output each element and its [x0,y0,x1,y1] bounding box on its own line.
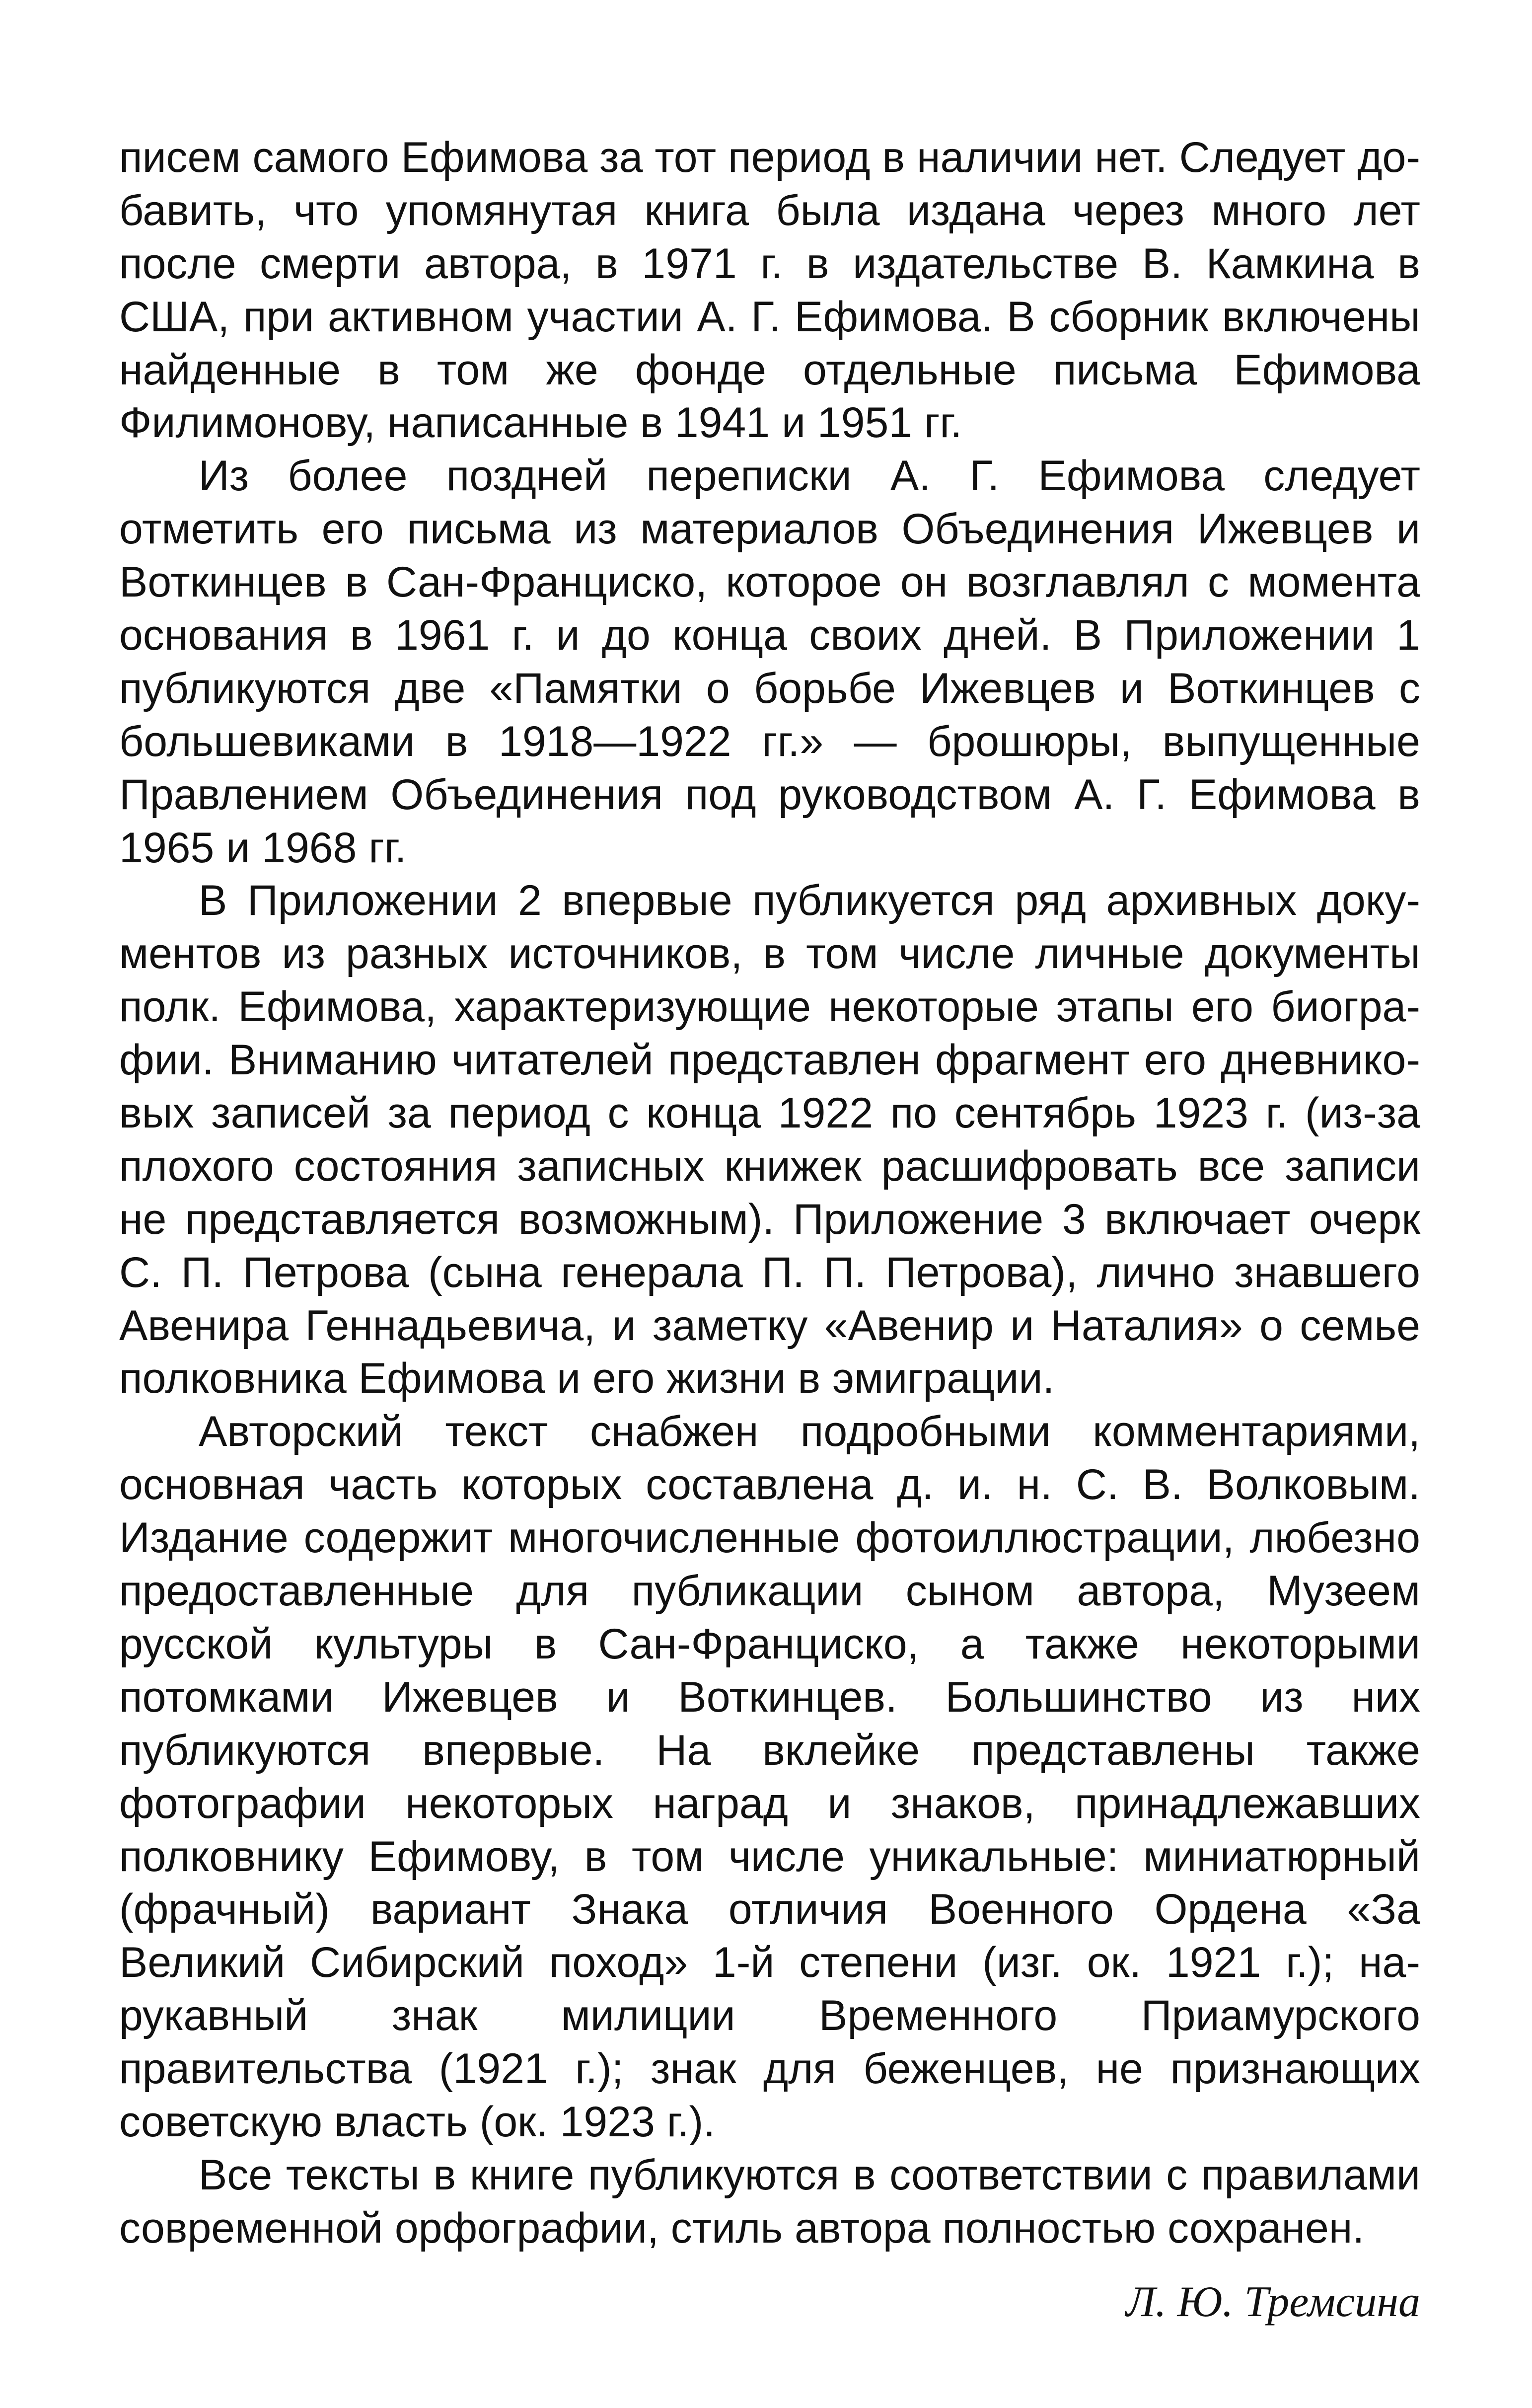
author-signature: Л. Ю. Тремсина [1126,2277,1420,2326]
paragraph-continuation: писем самого Ефимова за тот период в наличии нет. Следует добавить, что упомянутая книга была издана через много лет после смерти автора, в 1971 г. в издательстве В. Камкина в США, при активном участии А. Г. Ефимова. В сборник включены найденные в том же фонде отдельные письма Ефимова Филимонову, написанные в 1941 и 1951 гг. [119,134,1420,447]
paragraph-comments-illustrations: Авторский текст снабжен подробными комментариями, основная часть которых составлена д. и. н. С. В. Волковым. Издание содержит многочисленные фотоиллюстрации, любезно предоставленные для публикации сыном автора, Музеем русской культуры в Сан-Франциско, а также некоторыми потомками Ижевцев и Воткинцев. Большинство из них публикуются впервые. На вклейке представлены также фотографии некоторых наград и знаков, принадлежавших полковнику Ефимову, в том числе уникальные: миниатюрный (фрачный) вариант Знака отличия Военного Ордена «За Великий Сибирский поход» 1-й степени (изг. ок. 1921 г.); нарукавный знак милиции Временного Приамурского правительства (1921 г.); знак для беженцев, не признающих советскую власть (ок. 1923 г.). [119,1408,1420,2146]
paragraph-orthography-note: Все тексты в книге публикуются в соответствии с правилами современной орфографии, стиль автора полностью сохранен. [119,2151,1420,2252]
paragraph-appendices: В Приложении 2 впервые публикуется ряд архивных документов из разных источников, в том числе личные документы полк. Ефимова, характеризующие некоторые этапы его биографии. Вниманию читателей представлен фрагмент его дневниковых записей за период с конца 1922 по сентябрь 1923 г. (из-за плохого состояния записных книжек расшифровать все записи не представляется возможным). Приложение 3 включает очерк С. П. Петрова (сына генерала П. П. Петрова), лично знавшего Авенира Геннадьевича, и заметку «Авенир и Наталия» о семье полковника Ефимова и его жизни в эмиграции. [119,877,1420,1403]
paragraph-later-correspondence: Из более поздней переписки А. Г. Ефимова следует отметить его письма из материалов Объединения Ижевцев и Воткинцев в Сан-Франциско, которое он возглавлял с момента основания в 1961 г. и до конца своих дней. В Приложении 1 публикуются две «Памятки о борьбе Ижевцев и Воткинцев с большевиками в 1918—1922 гг.» — брошюры, выпущенные Правлением Объединения под руководством А. Г. Ефимова в 1965 и 1968 гг. [119,452,1420,872]
document-page [119,131,1420,2328]
